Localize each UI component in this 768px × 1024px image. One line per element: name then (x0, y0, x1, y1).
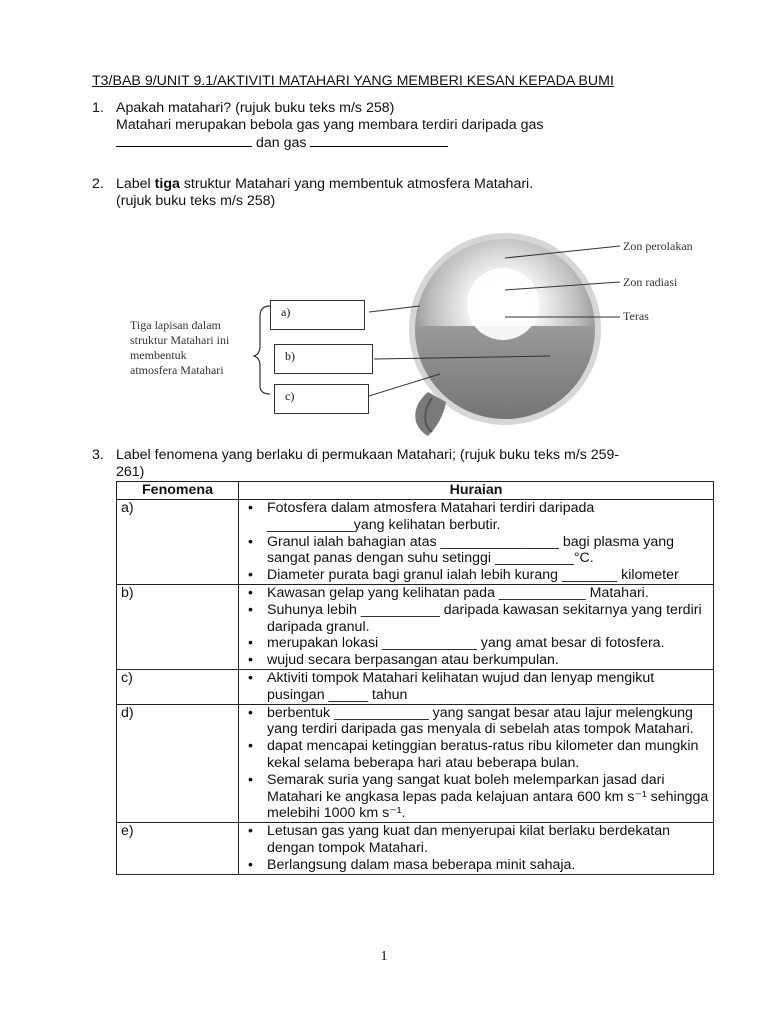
table-header-row (117, 482, 714, 500)
list-item: • dapat mencapai ketinggian beratus-ratus ribu kilometer dan mungkin kekal selama beberapa hari atau beberapa bulan. (243, 738, 709, 772)
label-zon-perolakan: Zon perolakan (623, 239, 693, 253)
huraian-cell (239, 704, 714, 823)
fenomena-cell[interactable]: b) (117, 584, 239, 669)
answer-box-c[interactable]: c) (274, 384, 369, 414)
figure-caption: Tiga lapisan dalam (130, 318, 221, 332)
list-item: • wujud secara berpasangan atau berkumpulan. (243, 652, 709, 669)
list-item: • Semarak suria yang sangat kuat boleh melemparkan jasad dari Matahari ke angkasa lepas pada kelajuan antara 600 km s⁻¹ sehingga melebihi 1000 km s⁻¹. (243, 772, 709, 822)
table-row (117, 704, 714, 823)
huraian-cell (239, 500, 714, 585)
list-item: • Diameter purata bagi granul ialah lebih kurang _______ kilometer (243, 567, 709, 584)
phenomena-table (116, 481, 714, 875)
list-item: • berbentuk ____________ yang sangat besar atau lajur melengkung yang terdiri daripada gas menyala di sebelah atas tompok Matahari. (243, 705, 709, 739)
table-row (117, 500, 714, 585)
fenomena-cell[interactable]: a) (117, 500, 239, 585)
page-number: 1 (380, 949, 388, 964)
question-3 (92, 447, 619, 481)
figure-caption: struktur Matahari ini (130, 333, 230, 347)
list-item: • Suhunya lebih __________ daripada kawasan sekitarnya yang terdiri daripada granul. (243, 602, 709, 636)
question-text: Matahari merupakan bebola gas yang membara terdiri daripada gas (116, 117, 544, 133)
fenomena-cell[interactable]: d) (117, 704, 239, 823)
list-item: • Fotosfera dalam atmosfera Matahari terdiri daripada ___________yang kelihatan berbutir. (243, 500, 709, 534)
huraian-cell (239, 823, 714, 874)
question-text: Label fenomena yang berlaku di permukaan Matahari; (rujuk buku teks m/s 259- (116, 447, 620, 463)
list-item: • Letusan gas yang kuat dan menyerupai kilat berlaku berdekatan dengan tompok Matahari. (243, 823, 709, 857)
question-text: (rujuk buku teks m/s 258) (116, 193, 276, 209)
table-row (117, 669, 714, 704)
huraian-cell (239, 584, 714, 669)
fenomena-cell[interactable]: e) (117, 823, 239, 874)
bold-word: tiga (154, 176, 180, 192)
question-number: 1. (92, 100, 104, 116)
page-header: T3/BAB 9/UNIT 9.1/AKTIVITI MATAHARI YANG MEMBERI KESAN KEPADA BUMI (92, 73, 614, 89)
question-text: 261) (116, 464, 145, 480)
answer-box-a[interactable]: a) (270, 300, 365, 330)
question-2 (92, 176, 533, 210)
answer-blank[interactable] (116, 134, 252, 147)
list-item: • Berlangsung dalam masa beberapa minit sahaja. (243, 857, 709, 874)
sun-structure-figure (110, 222, 716, 448)
fenomena-cell[interactable]: c) (117, 669, 239, 704)
answer-box-b[interactable]: b) (274, 344, 373, 374)
table-row (117, 823, 714, 874)
sun-core (467, 268, 539, 340)
text-part: Label (116, 176, 155, 192)
question-number: 3. (92, 447, 104, 463)
text-part: struktur Matahari yang membentuk atmosfera Matahari. (179, 176, 534, 192)
fill-line (116, 134, 543, 152)
column-header: Huraian (239, 482, 714, 500)
huraian-cell (239, 669, 714, 704)
label-teras: Teras (623, 309, 649, 323)
list-item: • merupakan lokasi ____________ yang amat besar di fotosfera. (243, 635, 709, 652)
question-text: Apakah matahari? (rujuk buku teks m/s 258) (116, 100, 395, 116)
list-item: • Kawasan gelap yang kelihatan pada ___________ Matahari. (243, 585, 709, 602)
sun-diagram (110, 222, 716, 448)
label-zon-radiasi: Zon radiasi (623, 275, 678, 289)
list-item: • Granul ialah bahagian atas _______________ bagi plasma yang sangat panas dengan suhu setinggi __________°C. (243, 534, 709, 568)
brace (254, 306, 270, 394)
question-number: 2. (92, 176, 104, 192)
table-row (117, 584, 714, 669)
question-1 (92, 100, 543, 152)
figure-caption: atmosfera Matahari (130, 363, 224, 377)
column-header: Fenomena (117, 482, 239, 500)
list-item: • Aktiviti tompok Matahari kelihatan wujud dan lenyap mengikut pusingan _____ tahun (243, 670, 709, 704)
answer-blank[interactable] (310, 134, 448, 147)
question-text: dan gas (255, 135, 307, 151)
question-text (116, 176, 533, 193)
figure-caption: membentuk (130, 348, 187, 362)
